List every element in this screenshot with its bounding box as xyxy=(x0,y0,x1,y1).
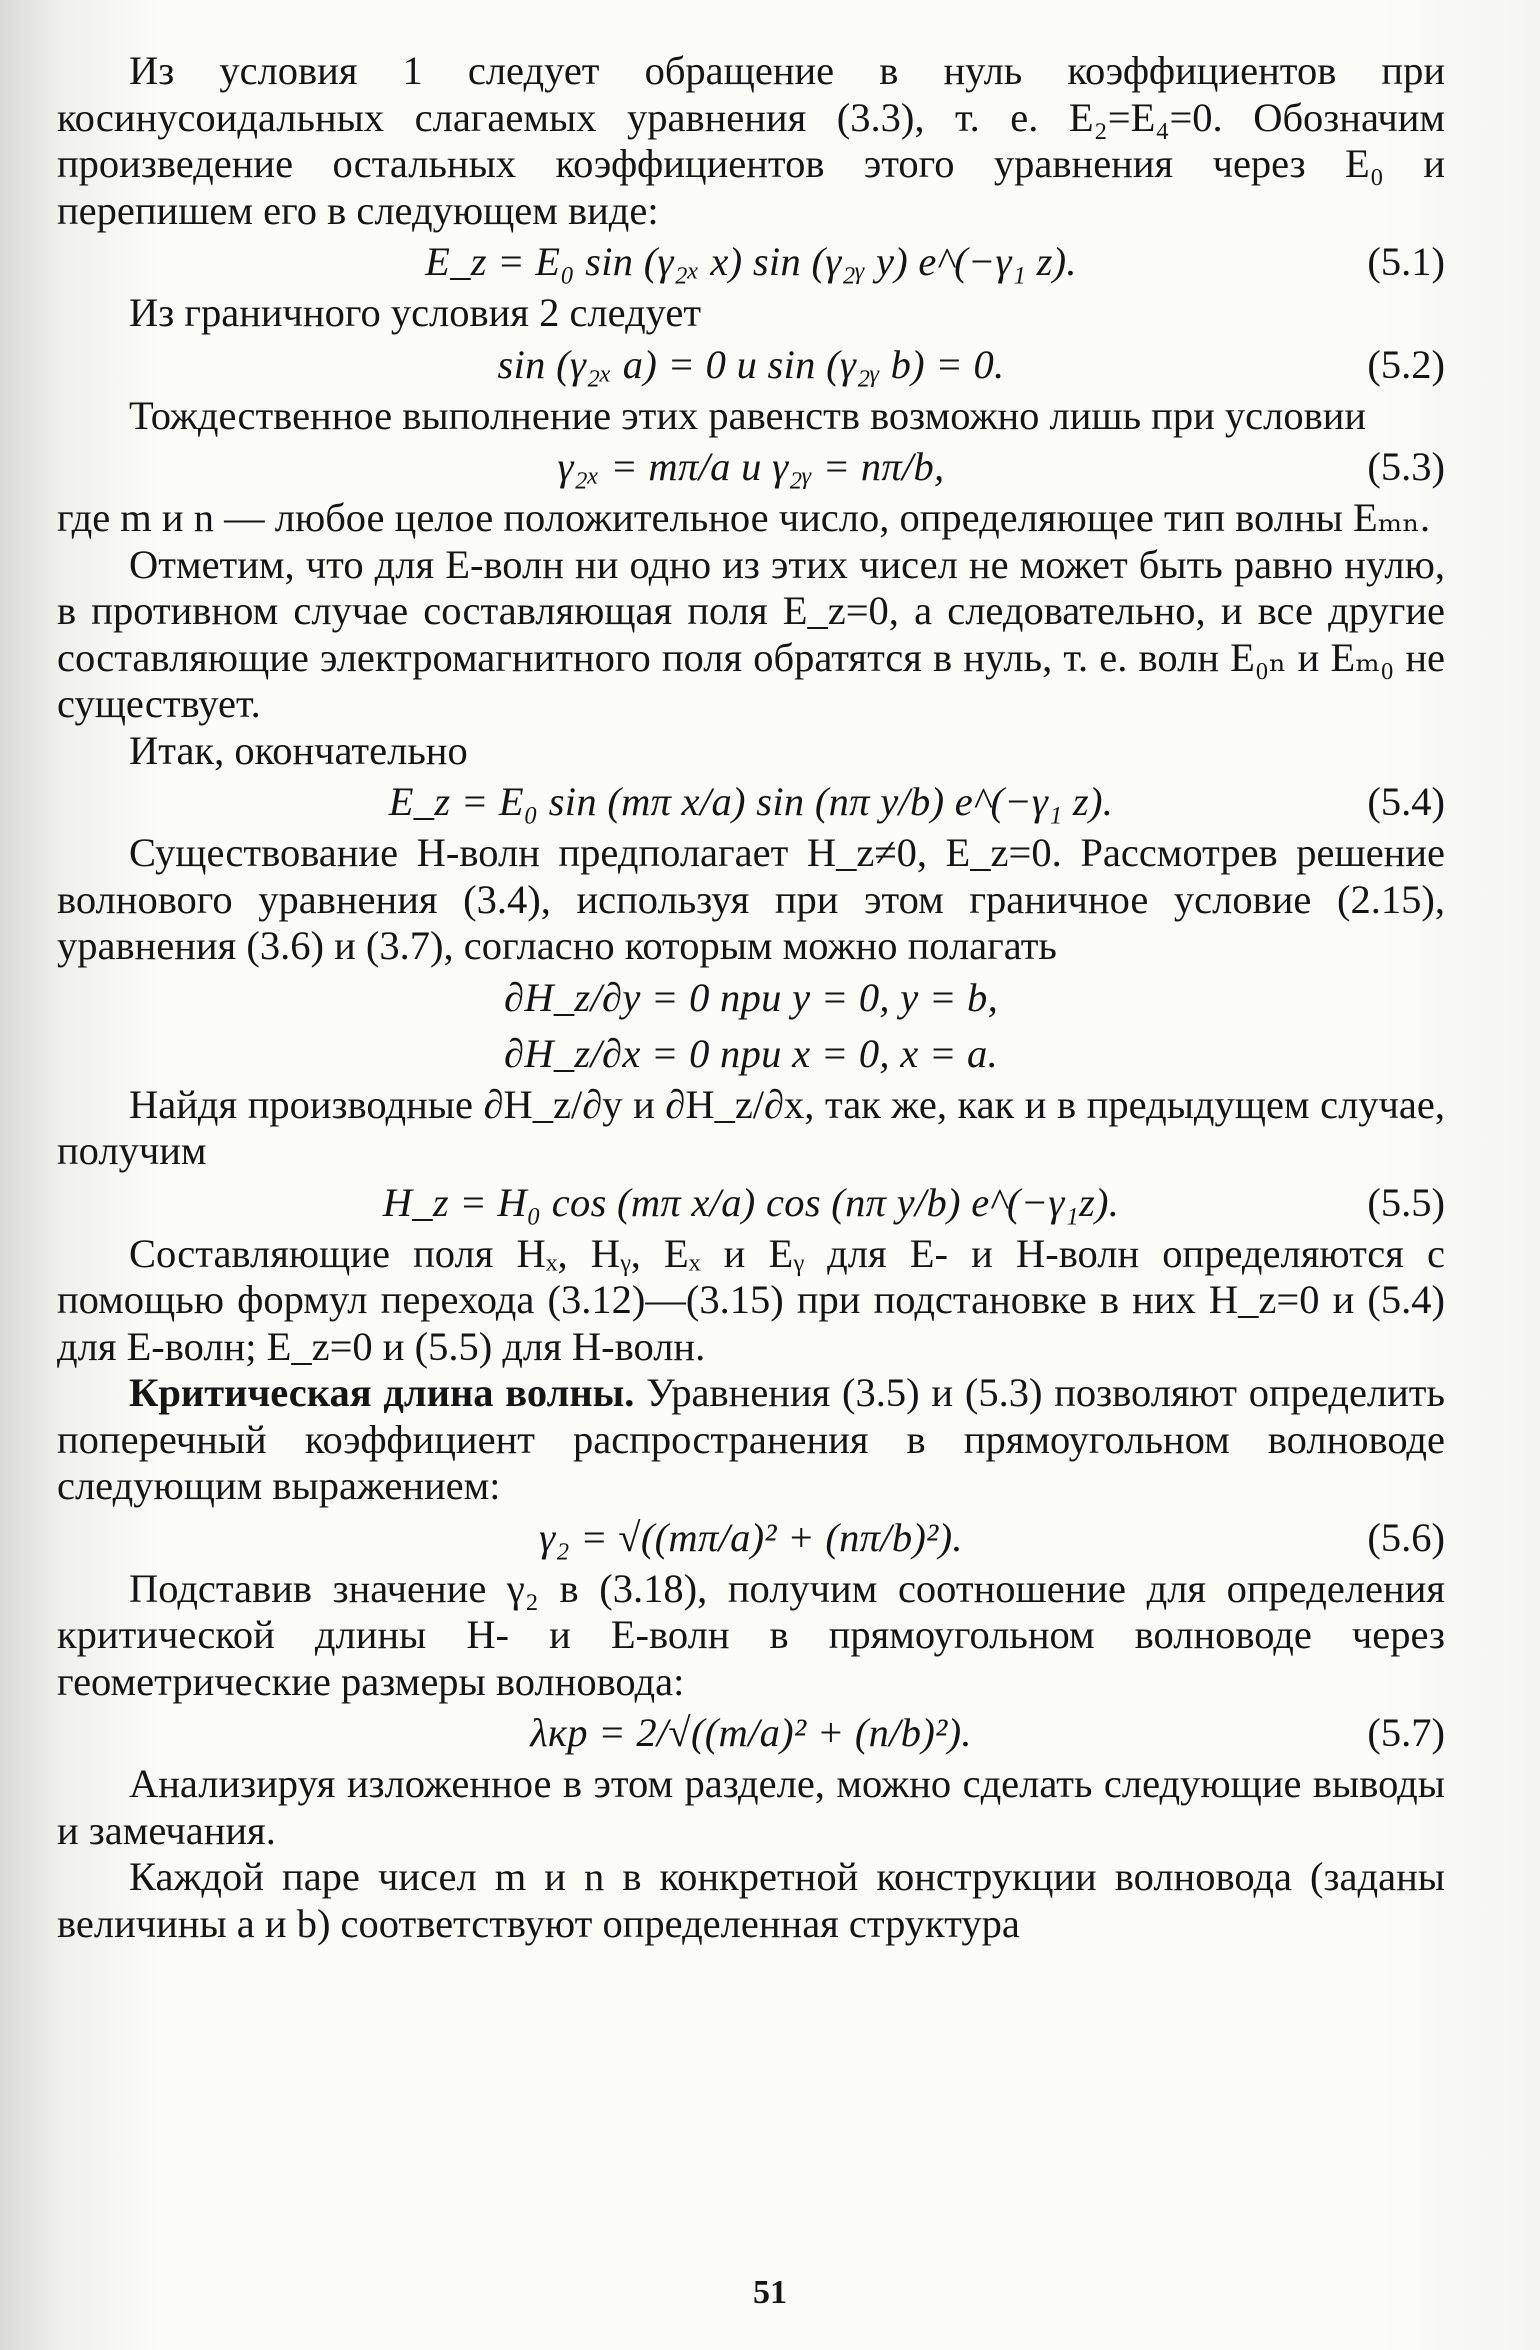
equation-formula: E_z = E₀ sin (γ₂ₓ x) sin (γ₂ᵧ y) e^(−γ₁ z). xyxy=(425,239,1077,284)
equation xyxy=(57,1510,1445,1566)
equation xyxy=(57,774,1445,830)
paragraph xyxy=(57,48,1445,234)
equation-number: (5.2) xyxy=(1367,341,1445,387)
equation-number: (5.6) xyxy=(1367,1514,1445,1560)
equation-formula: ∂H_z/∂y = 0 при y = 0, y = b, xyxy=(503,974,999,1020)
paragraph-text: Существование H-волн предполагает H_z≠0, E_z=0. Рассмотрев решение волнового уравнения (3.4), используя при этом граничное условие (2.15), уравнения (3.6) и (3.7), согласно которым можно полагать xyxy=(57,830,1445,968)
equation-formula: λкр = 2/√((m/a)² + (n/b)²). xyxy=(530,1710,972,1755)
paragraph xyxy=(57,830,1445,970)
equation-formula: γ₂ₓ = mπ/a и γ₂ᵧ = nπ/b, xyxy=(557,444,945,489)
equation-number: (5.5) xyxy=(1367,1179,1445,1225)
paragraph xyxy=(57,1370,1445,1510)
paragraph-text: Уравнения (3.5) и (5.3) позволяют определить поперечный коэффициент распространения в прямоугольном волноводе следующим выражением: xyxy=(57,1370,1445,1508)
equation-number: (5.4) xyxy=(1367,779,1445,824)
paragraph-text: Из условия 1 следует обращение в нуль коэффициентов при косинусоидальных слагаемых уравнения (3.3), т. е. E₂=E₄=0. Обозначим произведение остальных коэффициентов этого уравнения через E₀ и перепишем его в следующем виде: xyxy=(57,48,1445,233)
equation xyxy=(57,970,1445,1026)
paragraph xyxy=(57,290,1445,337)
paragraph xyxy=(57,1082,1445,1175)
paragraph-text: Итак, окончательно xyxy=(129,727,468,773)
paragraph-text: Подставив значение γ₂ в (3.18), получим соотношение для определения критической длины H- и E-волн в прямоугольном волноводе через геометрические размеры волновода: xyxy=(57,1565,1445,1704)
paragraph xyxy=(57,1854,1445,1947)
paragraph xyxy=(57,1566,1445,1706)
paragraph-text: Из граничного условия 2 следует xyxy=(129,290,702,335)
paragraph-text: Тождественное выполнение этих равенств возможно лишь при условии xyxy=(129,392,1367,438)
paragraph-text: Составляющие поля Hₓ, Hᵧ, Eₓ и Eᵧ для E- и H-волн определяются с помощью формул перехода (3.12)—(3.15) при подстановке в них H_z=0 и (5.4) для E-волн; E_z=0 и (5.5) для H-волн. xyxy=(57,1230,1445,1369)
paragraph-text: Каждой паре чисел m и n в конкретной конструкции волновода (заданы величины a и b) соответствуют определенная структура xyxy=(57,1854,1445,1946)
equation xyxy=(57,1705,1445,1761)
paragraph-text: где m и n — любое целое положительное число, определяющее тип волны Eₘₙ. xyxy=(57,495,1431,540)
equation-formula: sin (γ₂ₓ a) = 0 и sin (γ₂ᵧ b) = 0. xyxy=(497,341,1005,387)
equation xyxy=(57,439,1445,495)
equation-formula: γ₂ = √((mπ/a)² + (nπ/b)²). xyxy=(539,1514,963,1560)
paragraph xyxy=(57,393,1445,440)
equation-number: (5.3) xyxy=(1367,444,1445,489)
equation-number: (5.1) xyxy=(1367,239,1445,284)
equation-number: (5.7) xyxy=(1367,1710,1445,1755)
equation-formula: E_z = E₀ sin (mπ x/a) sin (nπ y/b) e^(−γ₁ z). xyxy=(388,779,1114,824)
equation xyxy=(57,1026,1445,1082)
paragraph-text: Найдя производные ∂H_z/∂y и ∂H_z/∂x, так же, как и в предыдущем случае, получим xyxy=(57,1081,1445,1173)
paragraph-text: Отметим, что для E-волн ни одно из этих чисел не может быть равно нулю, в противном случае составляющая поля E_z=0, а следовательно, и все другие составляющие электромагнитного поля обратятся в нуль, т. е. волн E₀ₙ и Eₘ₀ не существует. xyxy=(57,541,1445,726)
paragraph xyxy=(57,1761,1445,1854)
equation xyxy=(57,234,1445,290)
equation-formula: ∂H_z/∂x = 0 при x = 0, x = a. xyxy=(503,1030,999,1076)
paragraph xyxy=(57,1231,1445,1371)
page-body xyxy=(57,48,1445,1947)
paragraph xyxy=(57,728,1445,775)
paragraph xyxy=(57,495,1445,542)
paragraph-text: Анализируя изложенное в этом разделе, можно сделать следующие выводы и замечания. xyxy=(57,1761,1445,1853)
section-heading: Критическая длина волны. xyxy=(129,1370,635,1415)
page-number: 51 xyxy=(753,2274,787,2311)
equation xyxy=(57,337,1445,393)
equation-formula: H_z = H₀ cos (mπ x/a) cos (nπ y/b) e^(−γ₁z). xyxy=(382,1179,1120,1225)
paragraph xyxy=(57,542,1445,728)
equation xyxy=(57,1175,1445,1231)
